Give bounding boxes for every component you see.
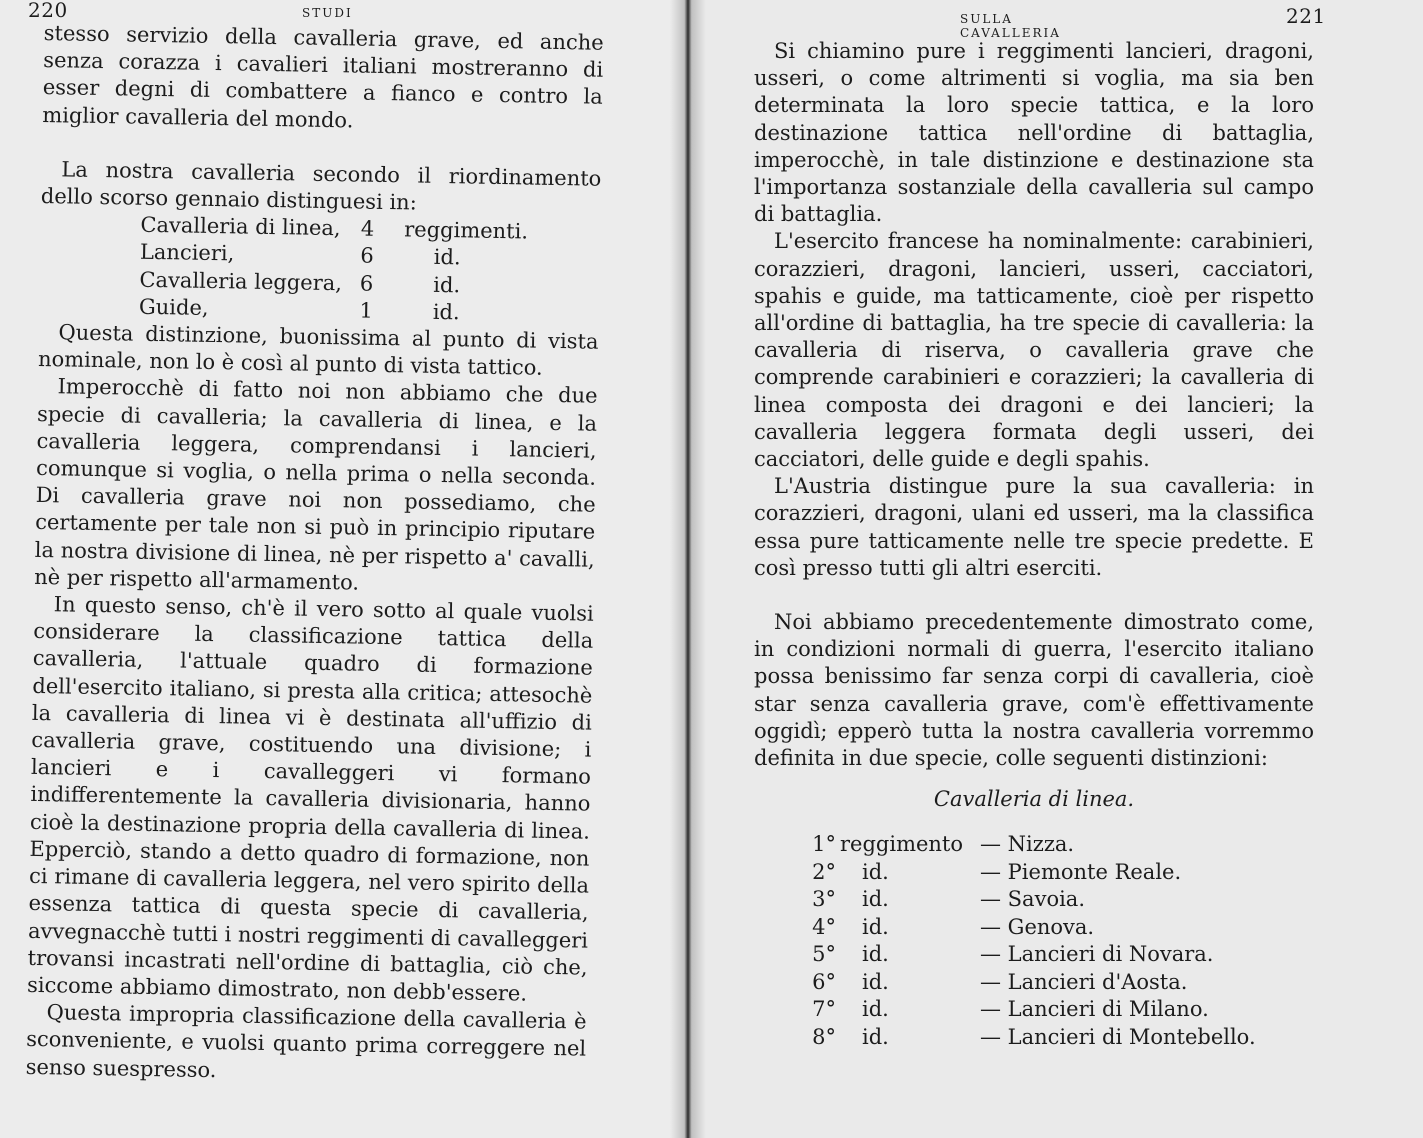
regiment-name: — Lancieri d'Aosta. (980, 969, 1188, 994)
right-text-block (754, 38, 1314, 1051)
class-name: Cavalleria di linea, (140, 212, 341, 241)
list-item (802, 941, 1256, 969)
regiment-name: — Nizza. (980, 832, 1075, 857)
regiment-ordinal: 5° (812, 942, 836, 967)
class-unit: id. (433, 272, 461, 297)
list-item (802, 1024, 1256, 1052)
list-item (802, 914, 1256, 942)
regiment-ordinal: 8° (812, 1024, 836, 1049)
book-gutter (670, 0, 706, 1138)
list-item (802, 831, 1256, 859)
regiment-id: id. (862, 942, 889, 967)
class-count: 4 (360, 216, 375, 242)
regiment-name: — Lancieri di Novara. (980, 942, 1214, 967)
regiment-name: — Savoia. (980, 887, 1085, 912)
regiment-ordinal: 6° (812, 969, 836, 994)
regiment-name: — Piemonte Reale. (980, 859, 1182, 884)
regiment-id: id. (862, 914, 889, 939)
right-page-number: 221 (1286, 4, 1326, 28)
left-text-block (25, 20, 603, 1090)
class-name: Cavalleria leggera, (139, 267, 343, 295)
regiment-id: id. (862, 969, 889, 994)
regiment-ordinal: 3° (812, 887, 836, 912)
regiment-ordinal: 2° (812, 859, 836, 884)
class-unit: id. (433, 245, 461, 270)
right-paragraph-3: L'Austria distingue pure la sua cavalleria: in corazzieri, dragoni, ulani ed usseri, ma la classifica essa pure tatticamente nelle tre specie predette. E così presso tutti gli altri eserciti. (754, 474, 1314, 580)
regiment-ordinal: 7° (812, 997, 836, 1022)
regiment-id: id. (862, 887, 889, 912)
class-name: Guide, (138, 294, 209, 320)
left-page (0, 0, 688, 1138)
left-paragraph-5: Questa impropria classificazione della cavalleria è sconveniente, e vuolsi quanto prima correggere nel senso suespresso. (25, 1000, 587, 1082)
left-paragraph-intro: La nostra cavalleria secondo il riordinamento dello scorso gennaio distinguesi in: (40, 157, 602, 215)
regiment-name: — Lancieri di Milano. (980, 997, 1209, 1022)
regiment-list (802, 831, 1256, 1051)
regiment-ordinal: 4° (812, 914, 836, 939)
regiment-ordinal: 1° (812, 832, 836, 857)
class-unit: reggimenti. (404, 217, 529, 244)
section-subtitle: Cavalleria di linea. (933, 787, 1135, 812)
regiment-id: id. (862, 859, 889, 884)
list-item (802, 996, 1256, 1024)
left-paragraph-2: Questa distinzione, buonissima al punto di vista nominale, non lo è così al punto di vista tattico. (37, 320, 599, 380)
class-count: 1 (359, 298, 374, 323)
class-name: Lancieri, (139, 240, 235, 266)
class-count: 6 (360, 243, 374, 269)
right-paragraph-4: Noi abbiamo precedentemente dimostrato come, in condizioni normali di guerra, l'esercito italiano possa benissimo far senza corpi di cavalleria, cioè star senza cavalleria grave, com'è effettivamente oggidì; epperò tutta la nostra cavalleria vorremmo definita in due specie, colle seguenti distinzioni: (754, 610, 1314, 771)
regiment-id: id. (862, 997, 889, 1022)
right-running-head: SULLA CAVALLERIA (960, 12, 1061, 40)
right-paragraph-1: Si chiamino pure i reggimenti lancieri, dragoni, usseri, o come altrimenti si voglia, ma sia ben determinata la loro specie tattica, e la loro destinazione tattica nell'ordine di battaglia, imperocchè, in tale distinzione e destinazione sta l'importanza sostanziale della cavalleria sul campo di battaglia. (754, 39, 1314, 227)
class-unit: id. (432, 299, 460, 325)
regiment-id: id. (862, 1024, 889, 1049)
regiment-name: — Genova. (980, 914, 1095, 939)
regiment-name: — Lancieri di Montebello. (980, 1024, 1256, 1049)
left-page-number: 220 (28, 0, 68, 22)
list-item (802, 969, 1256, 997)
class-count: 6 (359, 271, 374, 296)
right-page (688, 0, 1423, 1138)
list-item (802, 886, 1256, 914)
list-item (802, 859, 1256, 887)
left-paragraph-continuation: stesso servizio della cavalleria grave, ed anche senza corazza i cavalieri italiani mostreranno di esser degni di combattere a fianco e contro la miglior cavalleria del mondo. (42, 20, 604, 133)
regiment-id: reggimento (840, 832, 964, 857)
left-running-head: STUDI (302, 6, 353, 20)
right-paragraph-2: L'esercito francese ha nominalmente: carabinieri, corazzieri, dragoni, lancieri, usseri, cacciatori, spahis e guide, ma tatticamente, cioè per rispetto all'ordine di battaglia, ha tre specie di cavalleria: la cavalleria di riserva, o cavalleria grave che comprende carabinieri e corazzieri; la cavalleria di linea composta dei dragoni e dei lancieri; la cavalleria leggera formata degli usseri, dei cacciatori, delle guide e degli spahis. (754, 229, 1314, 472)
cavalry-classification-table (139, 212, 528, 328)
left-paragraph-4: In questo senso, ch'è il vero sotto al quale vuolsi considerare la classificazione tattica della cavalleria, l'attuale quadro di formazione dell'esercito italiano, si presta alla critica; attesochè la cavalleria di linea vi è destinata all'uffizio di cavalleria grave, costituendo una divisione; i lancieri e i cavalleggeri vi formano indifferentemente la cavalleria divisionaria, hanno cioè la destinazione propria della cavalleria di linea. Epperciò, stando a detto quadro di formazione, non ci rimane di cavalleria leggera, nel vero spirito della essenza tattica di questa specie di cavalleria, avvegnacchè tutti i nostri reggimenti di cavalleggeri trovansi incastrati nell'ordine di battaglia, ciò che, siccome abbiamo dimostrato, non debb'essere. (26, 592, 594, 1006)
left-paragraph-3: Imperocchè di fatto noi non abbiamo che due specie di cavalleria; la cavalleria di linea, e la cavalleria leggera, comprendansi i lancieri, comunque si voglia, o nella prima o nella seconda. Di cavalleria grave noi non possediamo, che certamente per tale non si può in principio riputare la nostra divisione di linea, nè per rispetto a' cavalli, nè per rispetto all'armamento. (34, 374, 598, 595)
